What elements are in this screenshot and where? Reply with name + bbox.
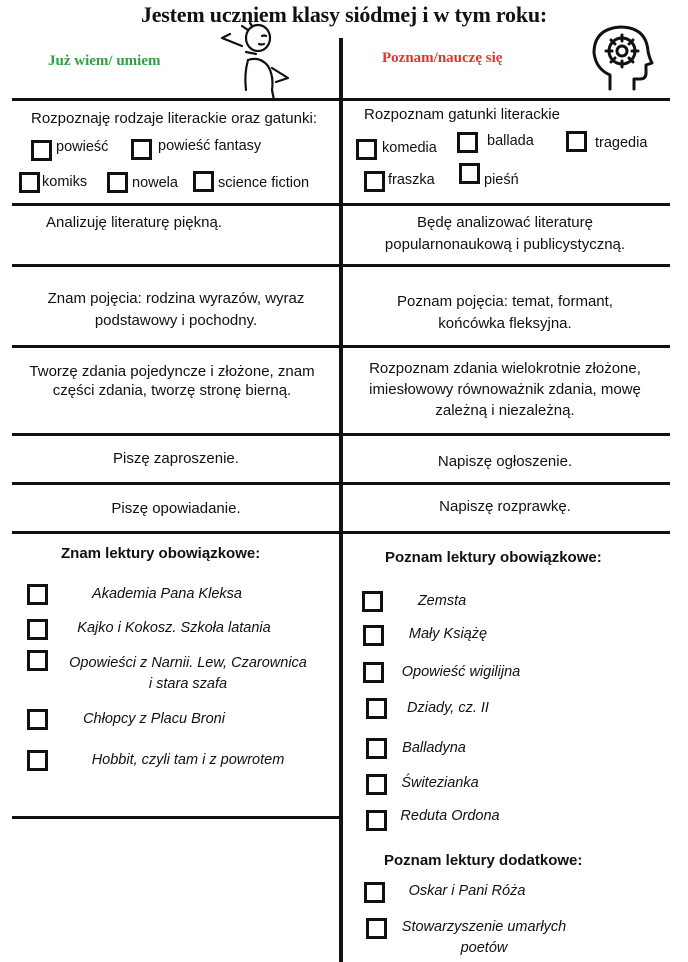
book-title: Hobbit, czyli tam i z powrotem [91, 752, 285, 768]
checkbox-opowiesc-wigilijna[interactable] [363, 662, 384, 683]
book-title: Stowarzyszenie umarłych [401, 919, 567, 935]
checkbox-komedia[interactable] [356, 139, 377, 160]
checkbox-ballada[interactable] [457, 132, 478, 153]
checkbox-stowarzyszenie[interactable] [366, 918, 387, 939]
page-title: Jestem uczniem klasy siódmej i w tym roku: [140, 2, 548, 27]
book-title: Balladyna [402, 740, 466, 756]
sentences-right-line2: imiesłowowy równoważnik zdania, mowę [369, 381, 641, 398]
row-divider [12, 264, 670, 267]
checkbox-switezianka[interactable] [366, 774, 387, 795]
option-label: ballada [487, 133, 534, 149]
book-title: Reduta Ordona [400, 808, 500, 824]
book-title: Kajko i Kokosz. Szkoła latania [77, 620, 271, 636]
concepts-left-line1: Znam pojęcia: rodzina wyrazów, wyraz [47, 290, 305, 307]
writing1-right: Napiszę ogłoszenie. [437, 453, 573, 470]
sentences-left-line1: Tworzę zdania pojedyncze i złożone, znam [29, 363, 315, 380]
option-label: powieść fantasy [158, 138, 262, 154]
book-title: Chłopcy z Placu Broni [83, 711, 225, 727]
readings-extra-heading: Poznam lektury dodatkowe: [384, 852, 583, 869]
checkbox-book-4[interactable] [27, 709, 48, 730]
column-header-known: Już wiem/ umiem [48, 53, 161, 69]
book-title-cont: i stara szafa [148, 676, 228, 692]
writing2-right: Napiszę rozprawkę. [439, 498, 571, 515]
option-label: fraszka [388, 172, 435, 188]
sentences-left-line2: części zdania, tworzę stronę bierną. [52, 382, 292, 399]
analysis-left: Analizuję literaturę piękną. [46, 214, 222, 231]
checkbox-powiesc[interactable] [31, 140, 52, 161]
checkbox-komiks[interactable] [19, 172, 40, 193]
analysis-right-line2: popularnonaukową i publicystyczną. [384, 236, 626, 253]
row-divider [12, 531, 670, 534]
row-divider [12, 345, 670, 348]
checkbox-nowela[interactable] [107, 172, 128, 193]
book-title: Świtezianka [401, 775, 479, 791]
thinking-person-icon [218, 22, 298, 104]
writing1-left: Piszę zaproszenie. [113, 450, 239, 467]
sentences-right-line1: Rozpoznam zdania wielokrotnie złożone, [369, 360, 641, 377]
readings-left-heading: Znam lektury obowiązkowe: [61, 545, 261, 562]
checkbox-piesn[interactable] [459, 163, 480, 184]
option-label: tragedia [595, 135, 648, 151]
checkbox-book-3[interactable] [27, 650, 48, 671]
book-title: Mały Książę [408, 626, 488, 642]
checkbox-tragedia[interactable] [566, 131, 587, 152]
book-title: Oskar i Pani Róża [408, 883, 526, 899]
option-label: powieść [56, 139, 109, 155]
concepts-right-line1: Poznam pojęcia: temat, formant, [397, 293, 613, 310]
concepts-left-line2: podstawowy i pochodny. [94, 312, 258, 329]
row-divider [12, 482, 670, 485]
sentences-right-line3: zależną i niezależną. [435, 402, 575, 419]
book-title: Opowieść wigilijna [401, 664, 521, 680]
checkbox-book-1[interactable] [27, 584, 48, 605]
row-divider [12, 98, 670, 101]
concepts-right-line2: końcówka fleksyjna. [438, 315, 572, 332]
checkbox-powiesc-fantasy[interactable] [131, 139, 152, 160]
analysis-right-line1: Będę analizować literaturę [417, 214, 593, 231]
checkbox-balladyna[interactable] [366, 738, 387, 759]
checkbox-dziady[interactable] [366, 698, 387, 719]
option-label: science fiction [218, 175, 310, 191]
book-title: Zemsta [417, 593, 467, 609]
book-title: Dziady, cz. II [407, 700, 489, 716]
brain-head-icon [588, 23, 656, 93]
checkbox-science-fiction[interactable] [193, 171, 214, 192]
row-divider [12, 433, 670, 436]
option-label: pieśń [484, 172, 519, 188]
genres-heading-left: Rozpoznaję rodzaje literackie oraz gatunki: [31, 110, 317, 127]
readings-right-heading: Poznam lektury obowiązkowe: [385, 549, 602, 566]
row-divider [12, 816, 340, 819]
row-divider [12, 203, 670, 206]
book-title: Akademia Pana Kleksa [92, 586, 242, 602]
writing2-left: Piszę opowiadanie. [111, 500, 241, 517]
checkbox-book-2[interactable] [27, 619, 48, 640]
checkbox-zemsta[interactable] [362, 591, 383, 612]
column-header-learn: Poznam/nauczę się [382, 50, 503, 66]
book-title-cont: poetów [460, 940, 508, 956]
checkbox-reduta-ordona[interactable] [366, 810, 387, 831]
option-label: komiks [42, 174, 88, 190]
option-label: komedia [382, 140, 437, 156]
checkbox-oskar[interactable] [364, 882, 385, 903]
checkbox-book-5[interactable] [27, 750, 48, 771]
genres-heading-right: Rozpoznam gatunki literackie [364, 106, 560, 123]
checkbox-maly-ksiaze[interactable] [363, 625, 384, 646]
checkbox-fraszka[interactable] [364, 171, 385, 192]
option-label: nowela [132, 175, 178, 191]
book-title: Opowieści z Narnii. Lew, Czarownica [69, 655, 307, 671]
column-divider [339, 38, 343, 962]
